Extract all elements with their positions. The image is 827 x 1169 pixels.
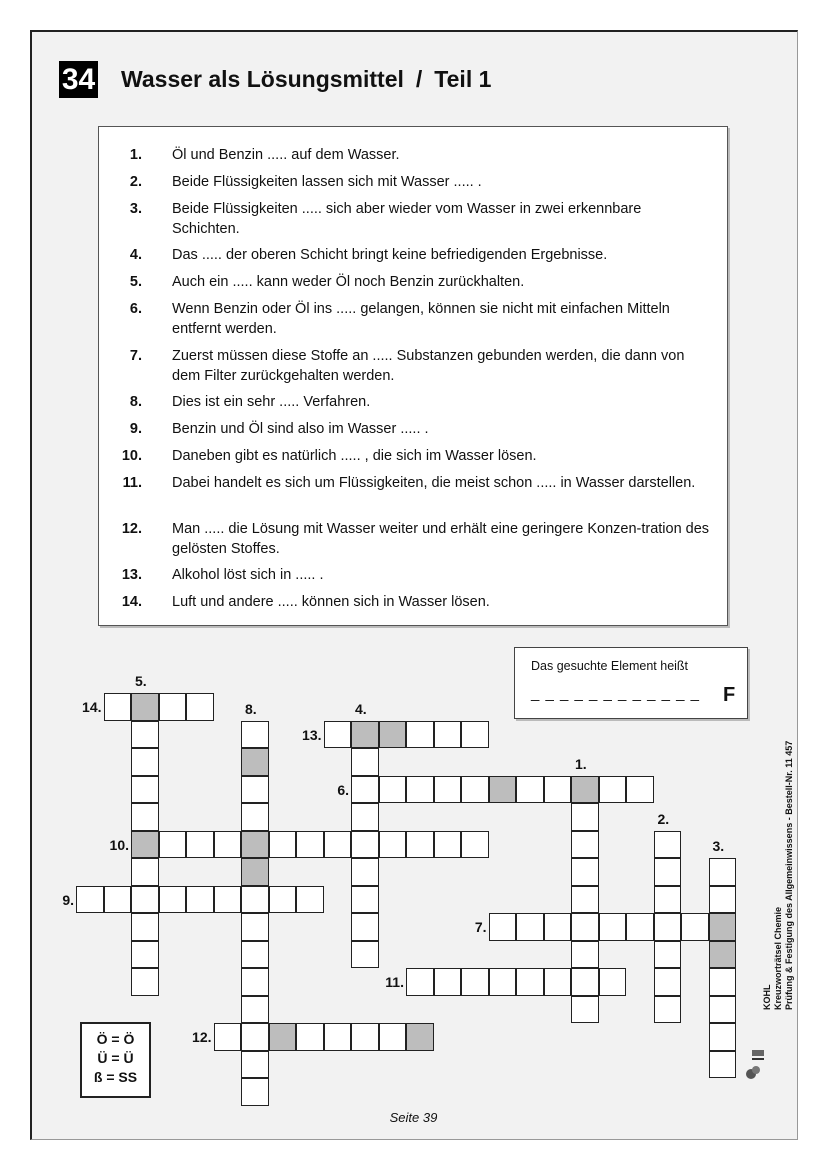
crossword-cell[interactable] xyxy=(131,776,159,804)
clue-number: 8. xyxy=(129,394,142,410)
crossword-cell[interactable] xyxy=(379,1023,407,1051)
crossword-cell[interactable] xyxy=(571,913,599,941)
crossword-cell[interactable] xyxy=(654,858,682,886)
legend-item: Ü = Ü xyxy=(97,1050,134,1066)
crossword-cell[interactable] xyxy=(516,776,544,804)
clue-label-11: 11. xyxy=(385,974,404,990)
crossword-cell[interactable] xyxy=(544,913,572,941)
crossword-cell[interactable] xyxy=(709,886,737,914)
crossword-cell[interactable] xyxy=(406,721,434,749)
crossword-cell[interactable] xyxy=(241,996,269,1024)
clue-number: 1. xyxy=(129,147,142,163)
crossword-cell[interactable] xyxy=(379,831,407,859)
clue-label-3: 3. xyxy=(712,838,725,854)
solution-letter-cell[interactable] xyxy=(351,721,379,749)
crossword-cell[interactable] xyxy=(324,831,352,859)
clue-label-7: 7. xyxy=(474,919,487,935)
clue-number: 7. xyxy=(129,348,142,364)
crossword-cell[interactable] xyxy=(131,968,159,996)
clue-label-12: 12. xyxy=(192,1029,212,1045)
crossword-cell[interactable] xyxy=(599,913,627,941)
crossword-cell[interactable] xyxy=(626,776,654,804)
crossword-cell[interactable] xyxy=(351,913,379,941)
crossword-cell[interactable] xyxy=(241,913,269,941)
page-title xyxy=(121,64,491,94)
crossword-cell[interactable] xyxy=(516,968,544,996)
clue-text: Beide Flüssigkeiten lassen sich mit Wasser ..... . xyxy=(172,174,482,190)
crossword-cell[interactable] xyxy=(76,886,104,914)
crossword-cell[interactable] xyxy=(571,996,599,1024)
crossword-cell[interactable] xyxy=(434,776,462,804)
crossword-cell[interactable] xyxy=(709,858,737,886)
crossword-cell[interactable] xyxy=(131,913,159,941)
crossword-cell[interactable] xyxy=(214,886,242,914)
crossword-cell[interactable] xyxy=(241,941,269,969)
crossword-cell[interactable] xyxy=(626,913,654,941)
crossword-cell[interactable] xyxy=(461,968,489,996)
legend-item: Ö = Ö xyxy=(96,1031,135,1047)
crossword-cell[interactable] xyxy=(324,1023,352,1051)
crossword-cell[interactable] xyxy=(241,803,269,831)
clue-list xyxy=(98,126,728,626)
crossword-cell[interactable] xyxy=(544,968,572,996)
clue-label-13: 13. xyxy=(302,726,322,743)
side-publisher: KOHL xyxy=(762,984,772,1010)
crossword-cell[interactable] xyxy=(269,831,297,859)
crossword-cell[interactable] xyxy=(241,1023,269,1051)
crossword-cell[interactable] xyxy=(351,831,379,859)
clue-text: Beide Flüssigkeiten ..... sich aber wieder vom Wasser in zwei erkennbare Schichten. xyxy=(172,201,642,237)
crossword-cell[interactable] xyxy=(516,913,544,941)
crossword-cell[interactable] xyxy=(241,1051,269,1079)
clue-number: 12. xyxy=(121,521,142,537)
clue-label-5: 5. xyxy=(135,673,147,689)
clue-text: Auch ein ..... kann weder Öl noch Benzin zurückhalten. xyxy=(172,274,525,290)
solution-letter-cell[interactable] xyxy=(241,831,269,859)
solution-letter-cell[interactable] xyxy=(131,831,159,859)
clue-number: 10. xyxy=(121,448,142,464)
crossword-cell[interactable] xyxy=(241,776,269,804)
worksheet-number-badge: 34 xyxy=(59,61,98,98)
crossword-cell[interactable] xyxy=(379,776,407,804)
solution-label: Das gesuchte Element heißt xyxy=(531,659,689,673)
solution-letter-cell[interactable] xyxy=(406,1023,434,1051)
crossword-cell[interactable] xyxy=(296,831,324,859)
clue-text: Dabei handelt es sich um Flüssigkeiten, die meist schon ..... in Wasser darstellen. xyxy=(172,475,696,491)
crossword-cell[interactable] xyxy=(654,941,682,969)
crossword-cell[interactable] xyxy=(104,886,132,914)
solution-letter-cell[interactable] xyxy=(241,748,269,776)
crossword-cell[interactable] xyxy=(654,831,682,859)
clue-label-10: 10. xyxy=(109,836,129,853)
crossword-cell[interactable] xyxy=(599,776,627,804)
solution-letter-cell[interactable] xyxy=(709,913,737,941)
crossword-cell[interactable] xyxy=(159,831,187,859)
side-order-info: Prüfung & Festigung des Allgemeinwissens - Bestell-Nr. 11 457 xyxy=(784,740,794,1010)
crossword-cell[interactable] xyxy=(351,941,379,969)
clue-number: 5. xyxy=(129,274,142,290)
crossword-cell[interactable] xyxy=(186,886,214,914)
solution-letter-cell[interactable] xyxy=(379,721,407,749)
clue-number: 3. xyxy=(129,201,142,217)
crossword-cell[interactable] xyxy=(186,693,214,721)
clue-text: Alkohol löst sich in ..... . xyxy=(172,567,324,583)
crossword-cell[interactable] xyxy=(131,748,159,776)
crossword-cell[interactable] xyxy=(489,913,517,941)
crossword-cell[interactable] xyxy=(351,886,379,914)
clue-number: 2. xyxy=(129,174,142,190)
crossword-cell[interactable] xyxy=(214,1023,242,1051)
crossword-cell[interactable] xyxy=(241,968,269,996)
crossword-cell[interactable] xyxy=(709,1023,737,1051)
crossword-cell[interactable] xyxy=(571,941,599,969)
umlaut-legend xyxy=(80,1022,151,1098)
title-part: Teil 1 xyxy=(434,66,492,92)
crossword-cell[interactable] xyxy=(241,1078,269,1106)
crossword-cell[interactable] xyxy=(131,941,159,969)
clue-text: Benzin und Öl sind also im Wasser ..... . xyxy=(172,421,429,437)
crossword-cell[interactable] xyxy=(241,886,269,914)
clue-label-1: 1. xyxy=(575,755,587,772)
clue-number: 14. xyxy=(121,594,142,610)
crossword-cell[interactable] xyxy=(214,831,242,859)
crossword-cell[interactable] xyxy=(351,858,379,886)
solution-letter-cell[interactable] xyxy=(709,941,737,969)
crossword-cell[interactable] xyxy=(654,913,682,941)
crossword-cell[interactable] xyxy=(296,1023,324,1051)
clue-label-2: 2. xyxy=(657,810,670,827)
crossword-cell[interactable] xyxy=(159,886,187,914)
solution-letter-cell[interactable] xyxy=(241,858,269,886)
clue-text: Wenn Benzin oder Öl ins ..... gelangen, können sie nicht mit einfachen Mitteln entfernt werden. xyxy=(172,301,670,337)
title-text: Wasser als Lösungsmittel xyxy=(121,66,404,92)
clue-number: 4. xyxy=(129,247,142,263)
solution-letter-cell[interactable] xyxy=(571,776,599,804)
crossword-cell[interactable] xyxy=(406,968,434,996)
page-number: Seite 39 xyxy=(389,1110,438,1125)
crossword-cell[interactable] xyxy=(461,776,489,804)
clue-text: Daneben gibt es natürlich ..... , die sich im Wasser lösen. xyxy=(172,448,537,464)
crossword-cell[interactable] xyxy=(186,831,214,859)
crossword-cell[interactable] xyxy=(461,721,489,749)
crossword-cell[interactable] xyxy=(131,858,159,886)
clue-number: 11. xyxy=(122,475,142,491)
clue-text: Das ..... der oberen Schicht bringt keine befriedigenden Ergebnisse. xyxy=(172,247,608,263)
crossword-cell[interactable] xyxy=(709,996,737,1024)
solution-box xyxy=(514,647,748,719)
crossword-cell[interactable] xyxy=(544,776,572,804)
solution-letter-cell[interactable] xyxy=(131,693,159,721)
clue-label-8: 8. xyxy=(245,700,257,717)
crossword-cell[interactable] xyxy=(654,968,682,996)
clue-label-14: 14. xyxy=(82,699,102,715)
clue-text: Zuerst müssen diese Stoffe an ..... Substanzen gebunden werden, die dann von dem Filter zurückgehalten werden. xyxy=(172,348,685,384)
crossword-cell[interactable] xyxy=(241,721,269,749)
crossword-cell[interactable] xyxy=(461,831,489,859)
crossword-cell[interactable] xyxy=(599,968,627,996)
crossword-cell[interactable] xyxy=(571,831,599,859)
solution-blanks[interactable]: _ _ _ _ _ _ _ _ _ _ _ _ xyxy=(531,685,700,702)
crossword-cell[interactable] xyxy=(434,831,462,859)
crossword-cell[interactable] xyxy=(324,721,352,749)
side-credits xyxy=(762,741,795,1010)
solution-given-letter: F xyxy=(723,684,736,706)
crossword-cell[interactable] xyxy=(654,996,682,1024)
publisher-logo-icon xyxy=(744,1020,766,1082)
crossword-cell[interactable] xyxy=(104,693,132,721)
legend-item: ß = SS xyxy=(93,1069,138,1085)
clue-number: 13. xyxy=(121,567,142,583)
clue-number: 6. xyxy=(129,301,142,317)
crossword-cell[interactable] xyxy=(434,721,462,749)
title-separator: / xyxy=(415,66,423,92)
crossword-cell[interactable] xyxy=(131,886,159,914)
clue-text: Öl und Benzin ..... auf dem Wasser. xyxy=(172,147,400,163)
clue-text: Luft und andere ..... können sich in Wasser lösen. xyxy=(172,594,490,610)
clue-text: Dies ist ein sehr ..... Verfahren. xyxy=(172,394,371,410)
clue-number: 9. xyxy=(129,421,142,437)
crossword-cell[interactable] xyxy=(269,886,297,914)
crossword-cell[interactable] xyxy=(351,1023,379,1051)
crossword-cell[interactable] xyxy=(571,968,599,996)
crossword-cell[interactable] xyxy=(571,803,599,831)
crossword-cell[interactable] xyxy=(406,776,434,804)
crossword-cell[interactable] xyxy=(351,776,379,804)
solution-letter-cell[interactable] xyxy=(269,1023,297,1051)
crossword-cell[interactable] xyxy=(406,831,434,859)
crossword-cell[interactable] xyxy=(351,803,379,831)
crossword-cell[interactable] xyxy=(131,721,159,749)
solution-letter-cell[interactable] xyxy=(489,776,517,804)
crossword-cell[interactable] xyxy=(131,803,159,831)
crossword-cell[interactable] xyxy=(709,1051,737,1079)
side-series-title: Kreuzworträtsel Chemie xyxy=(773,906,783,1010)
crossword-cell[interactable] xyxy=(709,968,737,996)
clue-text: Man ..... die Lösung mit Wasser weiter und erhält eine geringere Konzen-tration des gelösten Stoffes. xyxy=(172,521,710,557)
clue-label-9: 9. xyxy=(62,891,74,908)
clue-label-4: 4. xyxy=(355,700,367,717)
clue-label-6: 6. xyxy=(337,781,349,798)
crossword-cell[interactable] xyxy=(571,886,599,914)
crossword-cell[interactable] xyxy=(296,886,324,914)
crossword-cell[interactable] xyxy=(159,693,187,721)
crossword-cell[interactable] xyxy=(681,913,709,941)
crossword-cell[interactable] xyxy=(654,886,682,914)
crossword-cell[interactable] xyxy=(351,748,379,776)
crossword-cell[interactable] xyxy=(571,858,599,886)
crossword-cell[interactable] xyxy=(489,968,517,996)
crossword-cell[interactable] xyxy=(434,968,462,996)
